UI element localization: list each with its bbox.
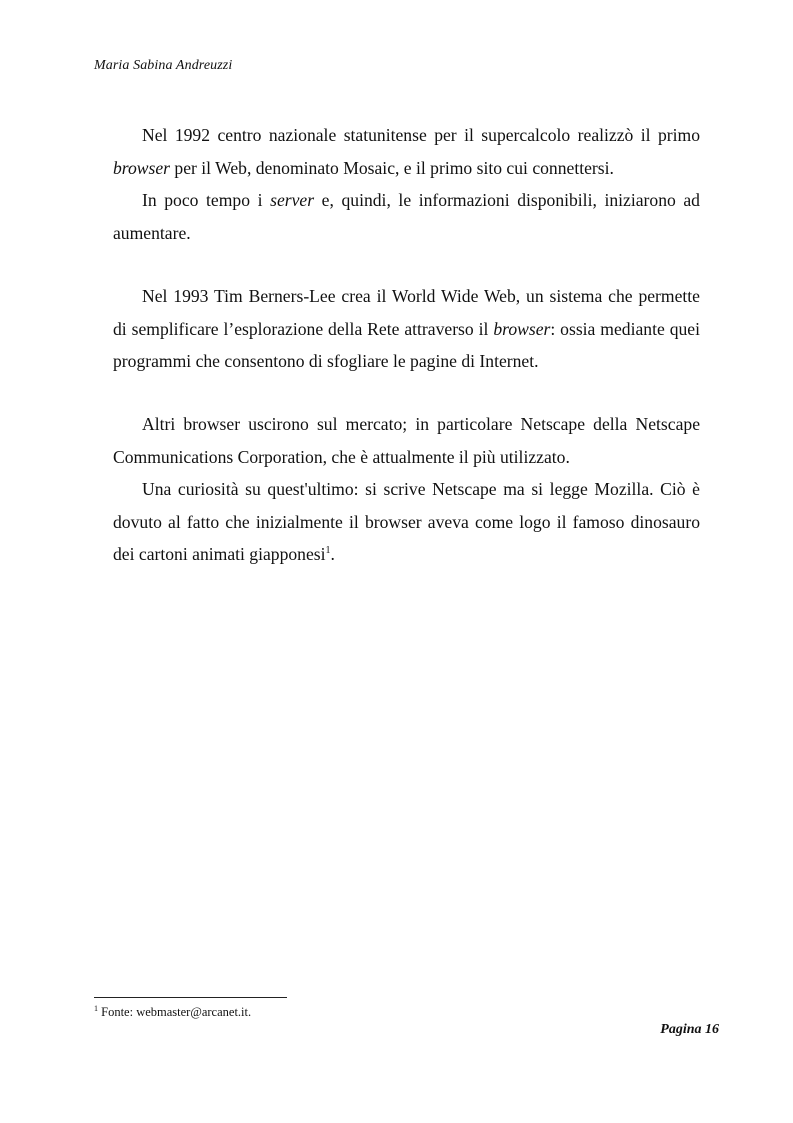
paragraph-text: Nel 1993 Tim Berners-Lee crea il World Wide Web, un sistema che permette di semplificare l’esplorazione della Rete attraverso il xyxy=(113,286,700,339)
paragraph-mosaic xyxy=(113,119,700,184)
footnote-reference[interactable]: 1 xyxy=(325,545,331,556)
footnote-separator xyxy=(94,997,287,998)
paragraph-world-wide-web xyxy=(113,280,700,378)
paragraph-end: . xyxy=(330,544,335,564)
paragraph-text: : ossia mediante quei programmi che consentono di sfogliare le pagine di Internet. xyxy=(113,318,700,371)
paragraph-text: Nel 1992 centro nazionale statunitense per il supercalcolo realizzò il primo xyxy=(142,125,700,145)
paragraph-text: Una curiosità su quest'ultimo: si scrive Netscape ma si legge Mozilla. Ciò è dovuto al fatto che inizialmente il browser aveva come logo il famoso dinosauro dei cartoni animati giapponesi xyxy=(113,479,700,564)
page-number: Pagina 16 xyxy=(660,1022,719,1037)
paragraph-group-mosaic xyxy=(113,119,700,249)
paragraph-server xyxy=(113,184,700,249)
emphasis-browser: browser xyxy=(493,318,551,339)
emphasis-browser: browser xyxy=(113,157,171,178)
running-header-author: Maria Sabina Andreuzzi xyxy=(94,58,233,73)
footnote-number: 1 xyxy=(94,1004,98,1013)
footnote xyxy=(94,1005,251,1020)
paragraph-mozilla xyxy=(113,473,700,571)
paragraph-text: e, quindi, le informazioni disponibili, iniziarono ad aumentare. xyxy=(113,190,700,243)
paragraph-text: per il Web, denominato Mosaic, e il primo sito cui connettersi. xyxy=(170,157,614,178)
paragraph-text: In poco tempo i xyxy=(142,190,271,210)
paragraph-netscape: Altri browser uscirono sul mercato; in particolare Netscape della Netscape Communications Corporation, che è attualmente il più utilizzato. xyxy=(113,414,700,467)
paragraph-group-netscape xyxy=(113,408,700,571)
emphasis-server: server xyxy=(270,190,315,210)
paragraph-group-www xyxy=(113,280,700,378)
footnote-text: Fonte: webmaster@arcanet.it. xyxy=(98,1005,252,1019)
